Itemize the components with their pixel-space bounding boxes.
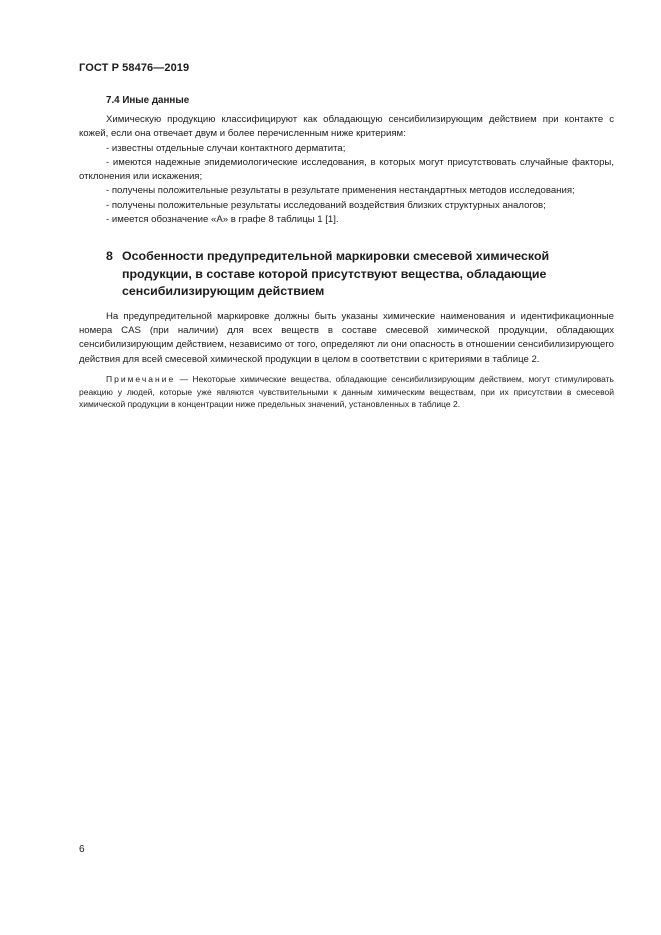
page-number: 6 [79,844,85,855]
criteria-item: - имеются надежные эпидемиологические исследования, в которых могут присутствовать случайные факторы, отклонения или искажения; [79,156,614,183]
note [79,373,614,411]
note-text: — Некоторые химические вещества, обладающие сенсибилизирующим действием, могут стимулировать реакцию у людей, которые уже являются чувствительными к данным химическим веществам, при их присутствии в смесевой химической продукции в концентрации ниже предельных значений, установленных в таблице 2. [79,374,614,410]
page-content [79,94,614,411]
criteria-item: - известны отдельные случаи контактного дерматита; [106,142,346,154]
section-number: 8 [106,249,113,264]
note-label: Примечание [106,374,176,385]
subsection-intro: Химическую продукцию классифицируют как обладающую сенсибилизирующим действием при контакте с кожей, если она отвечает двум и более перечисленным ниже критериям: [79,114,614,140]
criteria-item: - имеется обозначение «А» в графе 8 таблицы 1 [1]. [106,214,339,226]
section-title: Особенности предупредительной маркировки смесевой химической продукции, в составе которой присутствуют вещества, обладающие сенсибилизирующим действием [122,249,550,299]
section-heading [79,248,614,301]
section-paragraph: На предупредительной маркировке должны быть указаны химические наименования и идентификационные номера CAS (при наличии) для всех веществ в составе смесевой химической продукции, обладающих сенсибилизирующим действием, независимо от того, определяют ли они опасность в отношении сенсибилизирующего действия для всей смесевой химической продукции в целом в соответствии с критериями в таблице 2. [79,310,614,365]
criteria-item: - получены положительные результаты в результате применения нестандартных методов исследования; [106,185,575,197]
criteria-item: - получены положительные результаты исследований воздействия близких структурных аналогов; [106,199,546,211]
standard-header: ГОСТ Р 58476—2019 [79,62,190,74]
subsection-title: 7.4 Иные данные [106,95,190,106]
